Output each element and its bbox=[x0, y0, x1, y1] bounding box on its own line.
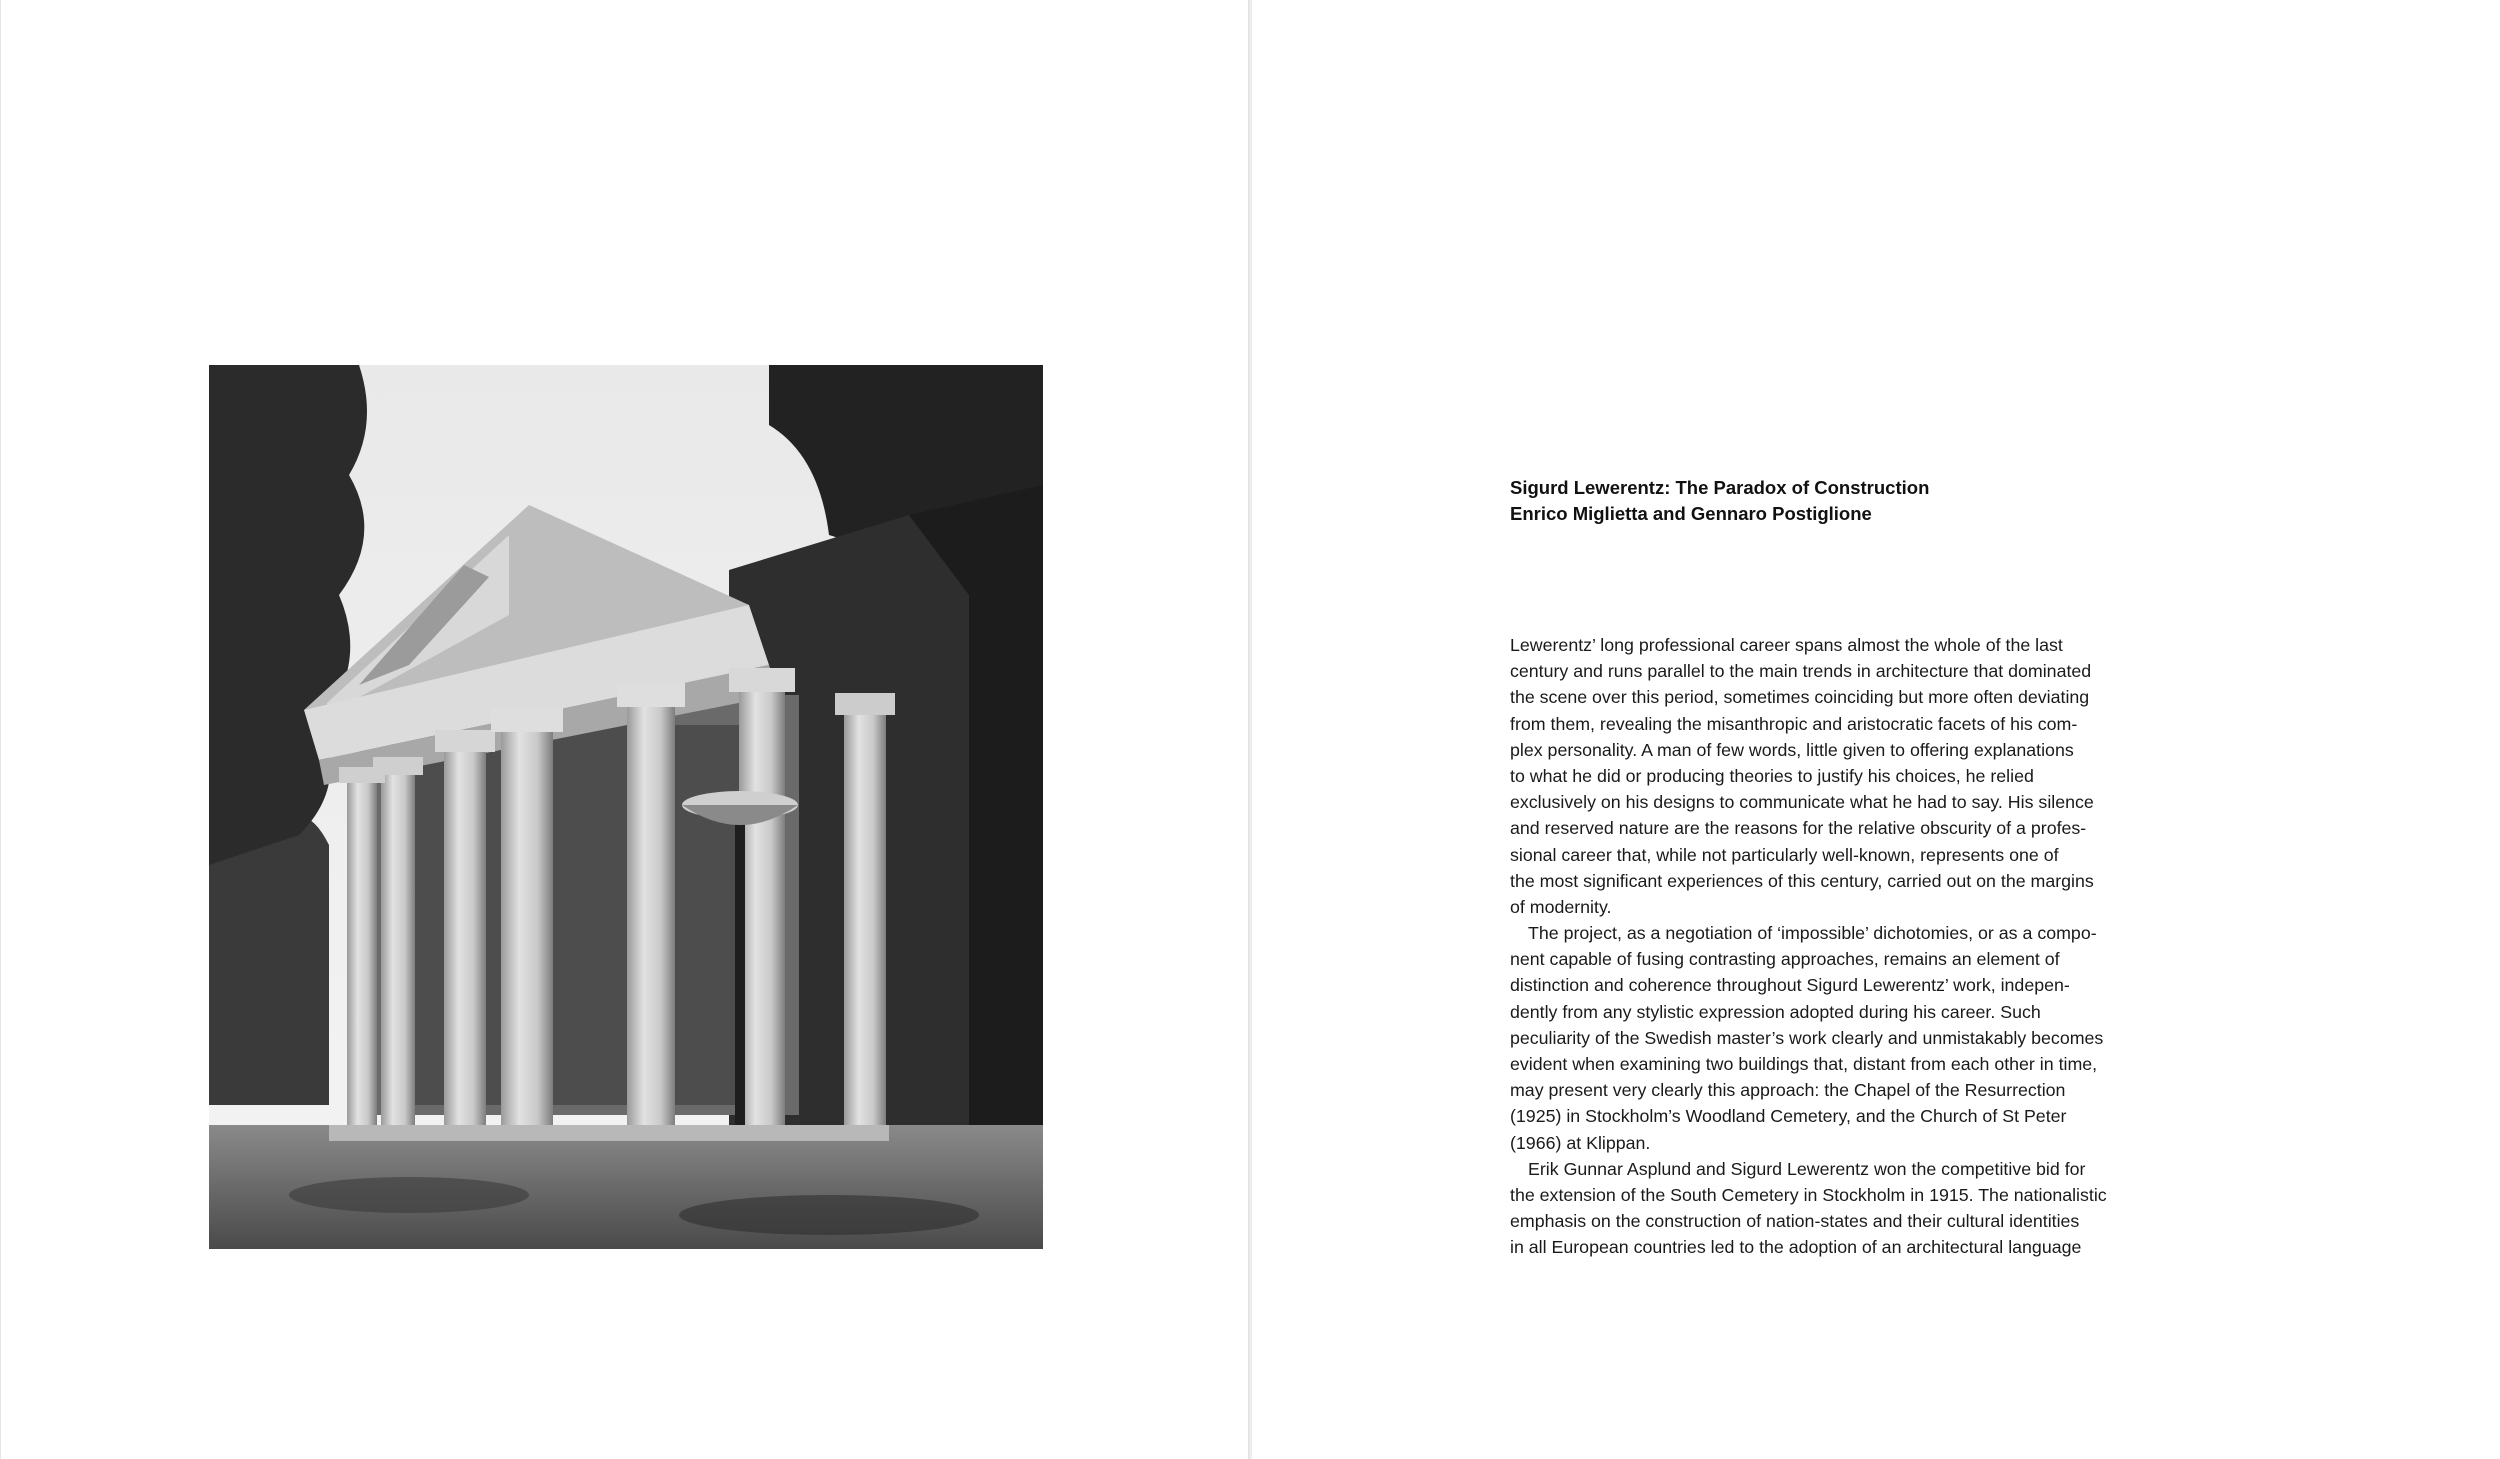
body-line: peculiarity of the Swedish master’s work clearly and unmistakably becomes bbox=[1510, 1027, 2104, 1048]
body-line: the scene over this period, sometimes coinciding but more often deviating bbox=[1510, 687, 2090, 708]
body-line: (1966) at Klippan. bbox=[1510, 1132, 1651, 1153]
body-line: nent capable of fusing contrasting approaches, remains an element of bbox=[1510, 949, 2060, 970]
chapel-photograph bbox=[209, 365, 1043, 1249]
body-line: dently from any stylistic expression adopted during his career. Such bbox=[1510, 1001, 2041, 1022]
body-line: from them, revealing the misanthropic and aristocratic facets of his com- bbox=[1510, 713, 2078, 734]
body-line: Lewerentz’ long professional career spans almost the whole of the last bbox=[1510, 635, 2063, 655]
body-line: The project, as a negotiation of ‘impossible’ dichotomies, or as a compo- bbox=[1528, 923, 2097, 944]
body-line: emphasis on the construction of nation-states and their cultural identities bbox=[1510, 1211, 2080, 1232]
article-body bbox=[1510, 632, 2150, 1261]
left-page bbox=[0, 0, 1248, 1459]
body-line: may present very clearly this approach: the Chapel of the Resurrection bbox=[1510, 1080, 2066, 1101]
article-title: Sigurd Lewerentz: The Paradox of Construction bbox=[1510, 477, 1930, 498]
chapel-image bbox=[209, 365, 1043, 1249]
body-line: the most significant experiences of this century, carried out on the margins bbox=[1510, 870, 2094, 891]
body-line: century and runs parallel to the main trends in architecture that dominated bbox=[1510, 661, 2092, 682]
body-line: to what he did or producing theories to justify his choices, he relied bbox=[1510, 765, 2034, 786]
body-line: exclusively on his designs to communicate what he had to say. His silence bbox=[1510, 792, 2094, 813]
body-line: evident when examining two buildings that, distant from each other in time, bbox=[1510, 1054, 2098, 1074]
body-line: Erik Gunnar Asplund and Sigurd Lewerentz won the competitive bid for bbox=[1528, 1158, 2086, 1179]
body-line: of modernity. bbox=[1510, 896, 1612, 917]
body-line: the extension of the South Cemetery in Stockholm in 1915. The nationalistic bbox=[1510, 1184, 2107, 1205]
article-authors: Enrico Miglietta and Gennaro Postiglione bbox=[1510, 503, 1872, 524]
body-line: sional career that, while not particularly well-known, represents one of bbox=[1510, 844, 2059, 865]
body-line: in all European countries led to the adoption of an architectural language bbox=[1510, 1237, 2082, 1258]
body-line: (1925) in Stockholm’s Woodland Cemetery, and the Church of St Peter bbox=[1510, 1106, 2067, 1127]
body-line: and reserved nature are the reasons for the relative obscurity of a profes- bbox=[1510, 818, 2087, 839]
article-heading bbox=[1510, 475, 2150, 527]
body-line: distinction and coherence throughout Sigurd Lewerentz’ work, indepen- bbox=[1510, 975, 2070, 996]
body-line: plex personality. A man of few words, little given to offering explanations bbox=[1510, 739, 2074, 760]
